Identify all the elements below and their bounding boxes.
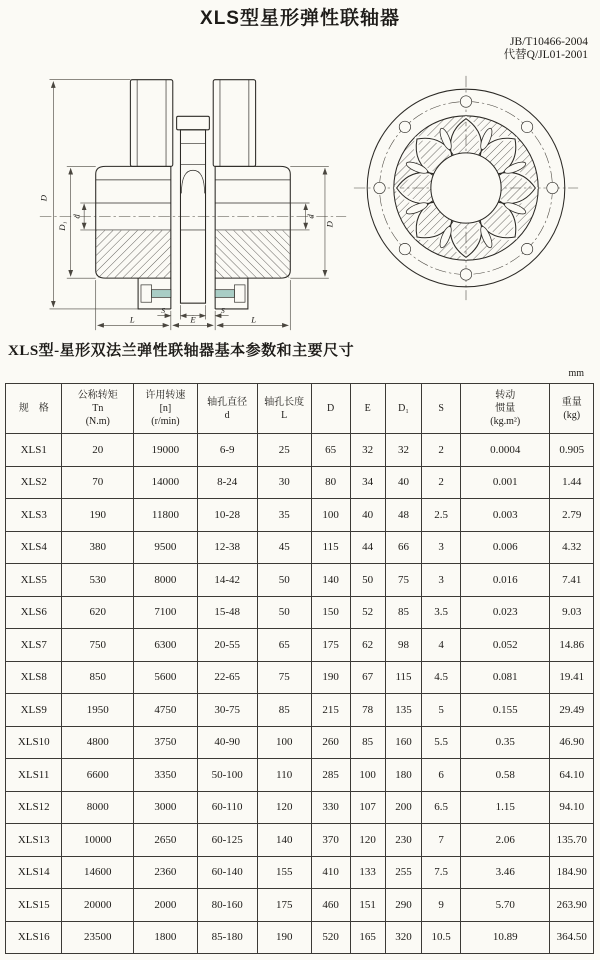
table-row xyxy=(6,921,594,954)
left-bolt-head xyxy=(141,285,152,302)
value-cell: 40-90 xyxy=(197,726,257,759)
value-cell: 20-55 xyxy=(197,629,257,662)
value-cell: 7100 xyxy=(134,596,198,629)
column-header: 轴孔长度 L xyxy=(257,384,311,434)
value-cell: 6.5 xyxy=(422,791,461,824)
column-header: 重量 (kg) xyxy=(550,384,594,434)
value-cell: 200 xyxy=(385,791,421,824)
dim-label-L-left: L xyxy=(129,314,135,325)
spec-name-cell: XLS11 xyxy=(6,759,62,792)
value-cell: 50 xyxy=(257,596,311,629)
value-cell: 115 xyxy=(311,531,350,564)
value-cell: 75 xyxy=(257,661,311,694)
left-coupling-half xyxy=(96,80,173,309)
value-cell: 94.10 xyxy=(550,791,594,824)
value-cell: 3.46 xyxy=(461,856,550,889)
coupling-cross-section-drawing xyxy=(34,72,352,334)
value-cell: 50-100 xyxy=(197,759,257,792)
value-cell: 0.023 xyxy=(461,596,550,629)
right-bolt-shaft xyxy=(215,290,234,298)
table-row xyxy=(6,466,594,499)
spec-name-cell: XLS4 xyxy=(6,531,62,564)
value-cell: 5600 xyxy=(134,661,198,694)
value-cell: 98 xyxy=(385,629,421,662)
value-cell: 22-65 xyxy=(197,661,257,694)
spec-table-header xyxy=(6,384,594,434)
center-bore xyxy=(431,153,501,223)
value-cell: 11800 xyxy=(134,499,198,532)
value-cell: 62 xyxy=(350,629,385,662)
dim-label-E: E xyxy=(190,314,196,325)
column-header: 轴孔直径 d xyxy=(197,384,257,434)
left-bolt-shaft xyxy=(152,290,171,298)
dim-label-L-right: L xyxy=(251,314,257,325)
value-cell: 0.006 xyxy=(461,531,550,564)
value-cell: 290 xyxy=(385,889,421,922)
value-cell: 5 xyxy=(422,694,461,727)
table-row xyxy=(6,629,594,662)
value-cell: 850 xyxy=(62,661,134,694)
elastic-spider-section xyxy=(177,116,210,303)
value-cell: 10000 xyxy=(62,824,134,857)
spec-table-body xyxy=(6,434,594,954)
value-cell: 0.001 xyxy=(461,466,550,499)
value-cell: 34 xyxy=(350,466,385,499)
dim-label-D-right: D xyxy=(324,221,335,228)
column-header: 许用转速 [n] (r/min) xyxy=(134,384,198,434)
value-cell: 23500 xyxy=(62,921,134,954)
value-cell: 3350 xyxy=(134,759,198,792)
table-row xyxy=(6,824,594,857)
table-row xyxy=(6,434,594,467)
dim-label-D: D xyxy=(38,195,49,202)
value-cell: 190 xyxy=(311,661,350,694)
value-cell: 460 xyxy=(311,889,350,922)
value-cell: 80 xyxy=(311,466,350,499)
spec-name-cell: XLS12 xyxy=(6,791,62,824)
value-cell: 0.081 xyxy=(461,661,550,694)
value-cell: 14-42 xyxy=(197,564,257,597)
spec-name-cell: XLS7 xyxy=(6,629,62,662)
value-cell: 135 xyxy=(385,694,421,727)
value-cell: 180 xyxy=(385,759,421,792)
value-cell: 29.49 xyxy=(550,694,594,727)
spec-name-cell: XLS14 xyxy=(6,856,62,889)
value-cell: 135.70 xyxy=(550,824,594,857)
value-cell: 2.5 xyxy=(422,499,461,532)
column-header: S xyxy=(422,384,461,434)
dim-label-S-left: S xyxy=(161,305,166,315)
technical-drawings xyxy=(0,70,600,338)
table-row xyxy=(6,596,594,629)
standard-code: JB/T10466-2004 xyxy=(510,36,588,48)
value-cell: 1800 xyxy=(134,921,198,954)
value-cell: 30-75 xyxy=(197,694,257,727)
value-cell: 0.003 xyxy=(461,499,550,532)
value-cell: 120 xyxy=(350,824,385,857)
value-cell: 40 xyxy=(385,466,421,499)
value-cell: 2 xyxy=(422,434,461,467)
value-cell: 364.50 xyxy=(550,921,594,954)
value-cell: 0.58 xyxy=(461,759,550,792)
table-row xyxy=(6,531,594,564)
dim-label-d-right: d xyxy=(305,214,316,219)
value-cell: 320 xyxy=(385,921,421,954)
value-cell: 5.5 xyxy=(422,726,461,759)
value-cell: 10.89 xyxy=(461,921,550,954)
value-cell: 5.70 xyxy=(461,889,550,922)
value-cell: 66 xyxy=(385,531,421,564)
value-cell: 100 xyxy=(257,726,311,759)
left-hub-boss xyxy=(130,80,172,167)
value-cell: 0.052 xyxy=(461,629,550,662)
value-cell: 6300 xyxy=(134,629,198,662)
value-cell: 140 xyxy=(311,564,350,597)
value-cell: 190 xyxy=(257,921,311,954)
spec-name-cell: XLS9 xyxy=(6,694,62,727)
column-header: D xyxy=(311,384,350,434)
page-title: XLS型星形弹性联轴器 xyxy=(200,8,400,29)
dim-label-d-left: d xyxy=(71,214,82,219)
column-header: 公称转矩 Tn (N.m) xyxy=(62,384,134,434)
right-hub-boss xyxy=(213,80,255,167)
spec-name-cell: XLS5 xyxy=(6,564,62,597)
value-cell: 263.90 xyxy=(550,889,594,922)
value-cell: 20000 xyxy=(62,889,134,922)
value-cell: 67 xyxy=(350,661,385,694)
value-cell: 2.79 xyxy=(550,499,594,532)
value-cell: 60-125 xyxy=(197,824,257,857)
value-cell: 46.90 xyxy=(550,726,594,759)
value-cell: 2360 xyxy=(134,856,198,889)
value-cell: 3000 xyxy=(134,791,198,824)
value-cell: 107 xyxy=(350,791,385,824)
value-cell: 175 xyxy=(257,889,311,922)
value-cell: 7 xyxy=(422,824,461,857)
value-cell: 120 xyxy=(257,791,311,824)
value-cell: 4750 xyxy=(134,694,198,727)
value-cell: 12-38 xyxy=(197,531,257,564)
value-cell: 530 xyxy=(62,564,134,597)
value-cell: 32 xyxy=(385,434,421,467)
value-cell: 65 xyxy=(311,434,350,467)
value-cell: 6600 xyxy=(62,759,134,792)
spec-name-cell: XLS13 xyxy=(6,824,62,857)
value-cell: 9500 xyxy=(134,531,198,564)
spec-name-cell: XLS2 xyxy=(6,466,62,499)
value-cell: 40 xyxy=(350,499,385,532)
value-cell: 85 xyxy=(350,726,385,759)
value-cell: 184.90 xyxy=(550,856,594,889)
value-cell: 2.06 xyxy=(461,824,550,857)
value-cell: 3750 xyxy=(134,726,198,759)
value-cell: 0.155 xyxy=(461,694,550,727)
value-cell: 7.41 xyxy=(550,564,594,597)
value-cell: 32 xyxy=(350,434,385,467)
value-cell: 1.15 xyxy=(461,791,550,824)
table-row xyxy=(6,694,594,727)
spec-name-cell: XLS1 xyxy=(6,434,62,467)
value-cell: 1.44 xyxy=(550,466,594,499)
value-cell: 65 xyxy=(257,629,311,662)
value-cell: 150 xyxy=(311,596,350,629)
value-cell: 30 xyxy=(257,466,311,499)
value-cell: 255 xyxy=(385,856,421,889)
value-cell: 14000 xyxy=(134,466,198,499)
dim-label-S-right: S xyxy=(220,305,225,315)
value-cell: 4.32 xyxy=(550,531,594,564)
value-cell: 0.35 xyxy=(461,726,550,759)
value-cell: 85-180 xyxy=(197,921,257,954)
value-cell: 380 xyxy=(62,531,134,564)
value-cell: 0.0004 xyxy=(461,434,550,467)
value-cell: 9.03 xyxy=(550,596,594,629)
spec-name-cell: XLS15 xyxy=(6,889,62,922)
value-cell: 4 xyxy=(422,629,461,662)
value-cell: 151 xyxy=(350,889,385,922)
value-cell: 2000 xyxy=(134,889,198,922)
table-row xyxy=(6,791,594,824)
value-cell: 44 xyxy=(350,531,385,564)
value-cell: 70 xyxy=(62,466,134,499)
value-cell: 20 xyxy=(62,434,134,467)
value-cell: 60-110 xyxy=(197,791,257,824)
value-cell: 100 xyxy=(311,499,350,532)
value-cell: 3 xyxy=(422,564,461,597)
value-cell: 52 xyxy=(350,596,385,629)
value-cell: 9 xyxy=(422,889,461,922)
value-cell: 60-140 xyxy=(197,856,257,889)
value-cell: 3.5 xyxy=(422,596,461,629)
value-cell: 35 xyxy=(257,499,311,532)
value-cell: 45 xyxy=(257,531,311,564)
value-cell: 330 xyxy=(311,791,350,824)
value-cell: 19.41 xyxy=(550,661,594,694)
value-cell: 230 xyxy=(385,824,421,857)
value-cell: 2650 xyxy=(134,824,198,857)
value-cell: 7.5 xyxy=(422,856,461,889)
value-cell: 133 xyxy=(350,856,385,889)
value-cell: 750 xyxy=(62,629,134,662)
value-cell: 8000 xyxy=(62,791,134,824)
value-cell: 410 xyxy=(311,856,350,889)
value-cell: 10.5 xyxy=(422,921,461,954)
value-cell: 48 xyxy=(385,499,421,532)
value-cell: 620 xyxy=(62,596,134,629)
value-cell: 110 xyxy=(257,759,311,792)
value-cell: 78 xyxy=(350,694,385,727)
dim-label-D1: D₁ xyxy=(56,221,67,231)
header-row xyxy=(6,384,594,434)
right-coupling-half xyxy=(213,80,290,309)
spec-table xyxy=(5,383,594,954)
value-cell: 14.86 xyxy=(550,629,594,662)
table-row xyxy=(6,499,594,532)
column-header: 转动 惯量 (kg.m²) xyxy=(461,384,550,434)
value-cell: 285 xyxy=(311,759,350,792)
value-cell: 260 xyxy=(311,726,350,759)
value-cell: 85 xyxy=(257,694,311,727)
coupling-front-view-drawing xyxy=(352,74,580,302)
value-cell: 520 xyxy=(311,921,350,954)
value-cell: 19000 xyxy=(134,434,198,467)
value-cell: 160 xyxy=(385,726,421,759)
value-cell: 8000 xyxy=(134,564,198,597)
section-heading: XLS型-星形双法兰弹性联轴器基本参数和主要尺寸 xyxy=(8,343,355,359)
value-cell: 115 xyxy=(385,661,421,694)
value-cell: 25 xyxy=(257,434,311,467)
value-cell: 4.5 xyxy=(422,661,461,694)
column-header: E xyxy=(350,384,385,434)
value-cell: 8-24 xyxy=(197,466,257,499)
standard-replaces: 代替Q/JL01-2001 xyxy=(503,49,588,62)
table-row xyxy=(6,759,594,792)
value-cell: 64.10 xyxy=(550,759,594,792)
value-cell: 85 xyxy=(385,596,421,629)
column-header: D₁ xyxy=(385,384,421,434)
table-row xyxy=(6,661,594,694)
standard-codes xyxy=(504,36,588,62)
value-cell: 0.905 xyxy=(550,434,594,467)
value-cell: 6-9 xyxy=(197,434,257,467)
value-cell: 100 xyxy=(350,759,385,792)
value-cell: 175 xyxy=(311,629,350,662)
value-cell: 0.016 xyxy=(461,564,550,597)
spec-name-cell: XLS8 xyxy=(6,661,62,694)
value-cell: 50 xyxy=(257,564,311,597)
spec-name-cell: XLS16 xyxy=(6,921,62,954)
column-header: 规 格 xyxy=(6,384,62,434)
value-cell: 10-28 xyxy=(197,499,257,532)
value-cell: 15-48 xyxy=(197,596,257,629)
table-row xyxy=(6,889,594,922)
value-cell: 2 xyxy=(422,466,461,499)
right-bolt-head xyxy=(234,285,245,302)
value-cell: 3 xyxy=(422,531,461,564)
value-cell: 1950 xyxy=(62,694,134,727)
value-cell: 140 xyxy=(257,824,311,857)
table-row xyxy=(6,726,594,759)
value-cell: 370 xyxy=(311,824,350,857)
value-cell: 50 xyxy=(350,564,385,597)
spec-name-cell: XLS10 xyxy=(6,726,62,759)
value-cell: 75 xyxy=(385,564,421,597)
value-cell: 165 xyxy=(350,921,385,954)
value-cell: 155 xyxy=(257,856,311,889)
table-row xyxy=(6,564,594,597)
value-cell: 190 xyxy=(62,499,134,532)
value-cell: 6 xyxy=(422,759,461,792)
value-cell: 80-160 xyxy=(197,889,257,922)
value-cell: 4800 xyxy=(62,726,134,759)
value-cell: 215 xyxy=(311,694,350,727)
spec-name-cell: XLS6 xyxy=(6,596,62,629)
unit-label: mm xyxy=(568,368,584,379)
table-row xyxy=(6,856,594,889)
value-cell: 14600 xyxy=(62,856,134,889)
spec-name-cell: XLS3 xyxy=(6,499,62,532)
